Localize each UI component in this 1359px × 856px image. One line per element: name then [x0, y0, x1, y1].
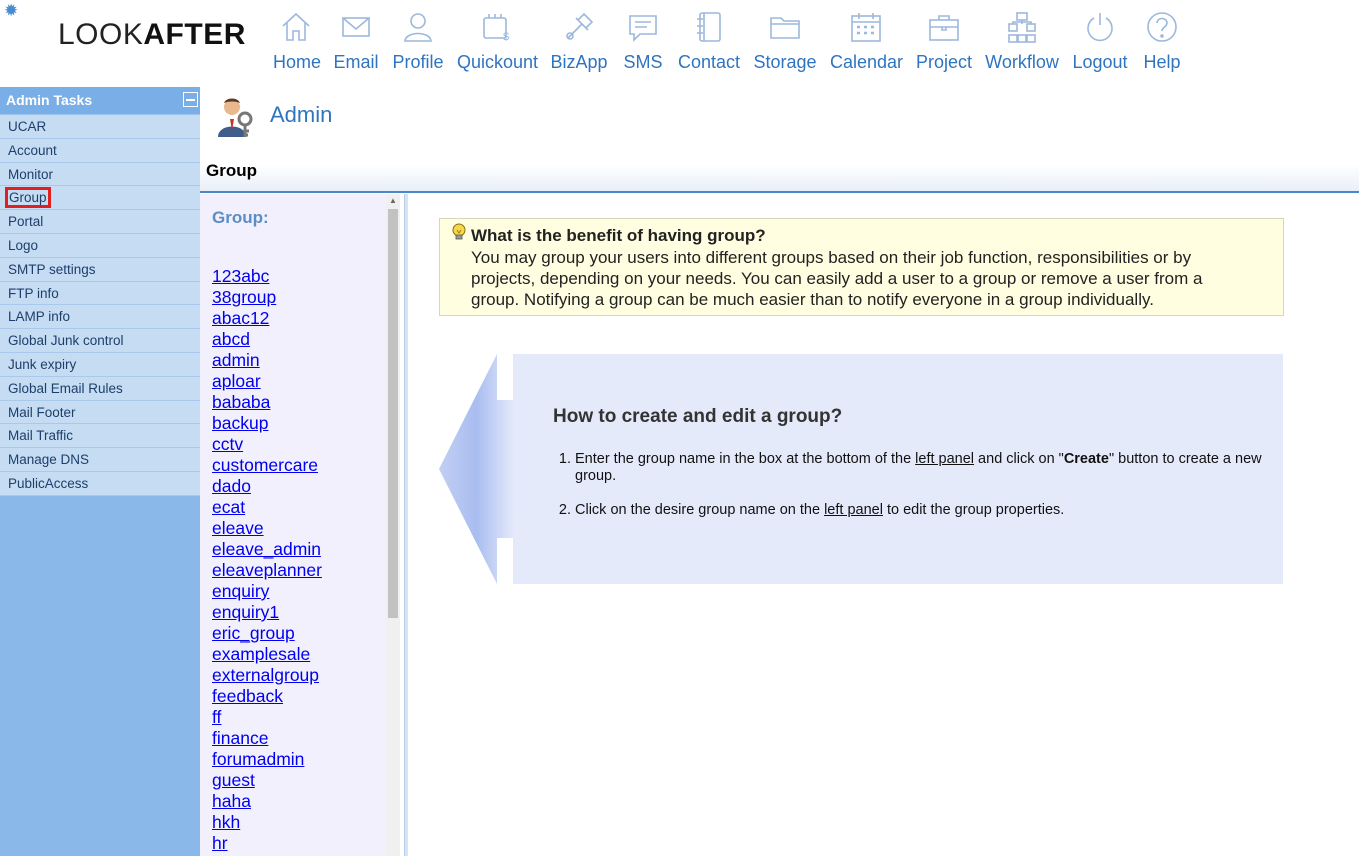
list-item	[212, 770, 322, 791]
group-link[interactable]: examplesale	[212, 644, 311, 664]
sidebar-item-manage-dns[interactable]: Manage DNS	[0, 448, 200, 472]
list-item	[212, 602, 322, 623]
email-icon	[339, 10, 373, 44]
sidebar-item-ucar[interactable]: UCAR	[0, 115, 200, 139]
sidebar-item-lamp-info[interactable]: LAMP info	[0, 305, 200, 329]
group-link[interactable]: 123abc	[212, 266, 270, 286]
sidebar-item-group[interactable]: Group	[0, 186, 200, 210]
list-item	[212, 812, 322, 833]
group-link[interactable]: 38group	[212, 287, 277, 307]
nav-workflow[interactable]: Workflow	[985, 10, 1059, 72]
sidebar-item-monitor[interactable]: Monitor	[0, 163, 200, 187]
lightbulb-icon	[451, 223, 467, 241]
help-icon	[1145, 10, 1179, 44]
list-item	[212, 644, 322, 665]
benefit-info-box	[439, 218, 1284, 316]
power-icon	[1083, 10, 1117, 44]
group-link[interactable]: hkh	[212, 812, 241, 832]
list-item	[212, 791, 322, 812]
group-link[interactable]: guest	[212, 770, 255, 790]
list-item	[212, 728, 322, 749]
left-panel-link[interactable]: left panel	[824, 502, 883, 518]
list-item	[212, 434, 322, 455]
panel-divider[interactable]	[404, 194, 408, 856]
quickount-icon	[480, 10, 514, 44]
sidebar-item-portal[interactable]: Portal	[0, 210, 200, 234]
group-link[interactable]: backup	[212, 413, 269, 433]
nav-contact[interactable]: Contact	[678, 10, 740, 72]
nav-logout[interactable]: Logout	[1072, 10, 1128, 72]
list-item	[212, 539, 322, 560]
section-header	[200, 153, 1359, 193]
gear-icon[interactable]: ✹	[4, 1, 19, 20]
sidebar-item-account[interactable]: Account	[0, 139, 200, 163]
app-logo: LOOKAFTER	[58, 18, 246, 51]
group-link[interactable]: feedback	[212, 686, 284, 706]
admin-user-icon	[214, 95, 258, 139]
group-link[interactable]: bababa	[212, 392, 271, 412]
list-item	[212, 266, 322, 287]
group-link[interactable]: forumadmin	[212, 749, 305, 769]
nav-email[interactable]: Email	[333, 10, 379, 72]
sidebar-header: Admin Tasks	[0, 87, 200, 115]
list-item	[212, 686, 322, 707]
list-item	[212, 623, 322, 644]
group-link[interactable]: enquiry	[212, 581, 270, 601]
list-item	[212, 350, 322, 371]
group-link[interactable]: hr	[212, 833, 228, 853]
folder-icon	[768, 10, 802, 44]
calendar-icon	[849, 10, 883, 44]
group-link[interactable]: cctv	[212, 434, 244, 454]
list-item	[212, 308, 322, 329]
sms-icon	[626, 10, 660, 44]
nav-calendar[interactable]: Calendar	[830, 10, 902, 72]
nav-bizapp[interactable]: BizApp	[550, 10, 608, 72]
nav-sms[interactable]: SMS	[622, 10, 664, 72]
list-item	[212, 560, 322, 581]
bizapp-icon	[562, 10, 596, 44]
group-link[interactable]: finance	[212, 728, 269, 748]
benefit-title: What is the benefit of having group?	[471, 226, 766, 245]
nav-storage[interactable]: Storage	[753, 10, 817, 72]
workflow-icon	[1005, 10, 1039, 44]
group-link[interactable]: ff	[212, 707, 222, 727]
contact-icon	[692, 10, 726, 44]
scrollbar-thumb[interactable]	[388, 209, 398, 618]
list-item	[212, 665, 322, 686]
howto-steps	[553, 451, 1285, 536]
group-list-label: Group:	[212, 208, 269, 227]
group-list-scrollbar[interactable]	[386, 194, 400, 856]
list-item	[212, 749, 322, 770]
group-link[interactable]: haha	[212, 791, 251, 811]
group-link[interactable]: abac12	[212, 308, 270, 328]
svg-text:$: $	[503, 31, 510, 43]
list-item	[212, 329, 322, 350]
list-item	[212, 497, 322, 518]
list-item	[212, 707, 322, 728]
group-link[interactable]: eric_group	[212, 623, 295, 643]
list-item	[212, 581, 322, 602]
sidebar-item-global-junk-control[interactable]: Global Junk control	[0, 329, 200, 353]
nav-quickount[interactable]: $ Quickount	[457, 10, 537, 72]
home-icon	[279, 10, 313, 44]
sidebar-item-global-email-rules[interactable]: Global Email Rules	[0, 377, 200, 401]
list-item	[212, 287, 322, 308]
list-item	[212, 392, 322, 413]
list-item	[212, 518, 322, 539]
group-link[interactable]: enquiry1	[212, 602, 280, 622]
list-item	[212, 833, 322, 854]
howto-title: How to create and edit a group?	[553, 406, 843, 427]
sidebar-item-mail-footer[interactable]: Mail Footer	[0, 401, 200, 425]
list-item	[212, 476, 322, 497]
group-link[interactable]: abcd	[212, 329, 250, 349]
group-list	[212, 266, 322, 854]
group-link[interactable]: eleave	[212, 518, 264, 538]
scroll-up-icon[interactable]: ▲	[389, 196, 397, 205]
list-item	[212, 371, 322, 392]
group-link[interactable]: eleave_admin	[212, 539, 321, 559]
group-link[interactable]: externalgroup	[212, 665, 320, 685]
admin-sidebar	[0, 87, 200, 856]
sidebar-item-junk-expiry[interactable]: Junk expiry	[0, 353, 200, 377]
sidebar-item-logo[interactable]: Logo	[0, 234, 200, 258]
nav-profile[interactable]: Profile	[392, 10, 444, 72]
page-title: Admin	[270, 102, 333, 127]
howto-box	[513, 354, 1283, 584]
group-link[interactable]: customercare	[212, 455, 319, 475]
nav-project[interactable]: Project	[915, 10, 973, 72]
list-item	[212, 413, 322, 434]
sidebar-item-mail-traffic[interactable]: Mail Traffic	[0, 424, 200, 448]
profile-icon	[401, 10, 435, 44]
benefit-text: You may group your users into different groups based on their job function, responsibilities or by projects, depending on your needs. You can easily add a user to a group or remove a user from a group. Notifying a group can be much easier than to notify everyone in a group individually.	[471, 248, 1203, 309]
group-link[interactable]: aploar	[212, 371, 261, 391]
sidebar-item-smtp-settings[interactable]: SMTP settings	[0, 258, 200, 282]
left-arrow-icon	[439, 354, 514, 584]
sidebar-item-ftp-info[interactable]: FTP info	[0, 282, 200, 306]
collapse-icon[interactable]	[183, 92, 198, 107]
group-list-panel	[200, 194, 386, 856]
group-link[interactable]: dado	[212, 476, 251, 496]
nav-help[interactable]: Help	[1141, 10, 1183, 72]
left-panel-link[interactable]: left panel	[915, 451, 975, 467]
group-link[interactable]: admin	[212, 350, 260, 370]
section-title: Group	[206, 161, 257, 180]
sidebar-item-publicaccess[interactable]: PublicAccess	[0, 472, 200, 496]
briefcase-icon	[927, 10, 961, 44]
nav-home[interactable]: Home	[273, 10, 319, 72]
howto-step: 1. Enter the group name in the box at the bottom of the left panel and click on "Create" button to create a new group.	[575, 451, 1285, 485]
group-link[interactable]: ecat	[212, 497, 246, 517]
list-item	[212, 455, 322, 476]
howto-step: 2. Click on the desire group name on the left panel to edit the group properties.	[575, 502, 1285, 519]
group-link[interactable]: eleaveplanner	[212, 560, 322, 580]
